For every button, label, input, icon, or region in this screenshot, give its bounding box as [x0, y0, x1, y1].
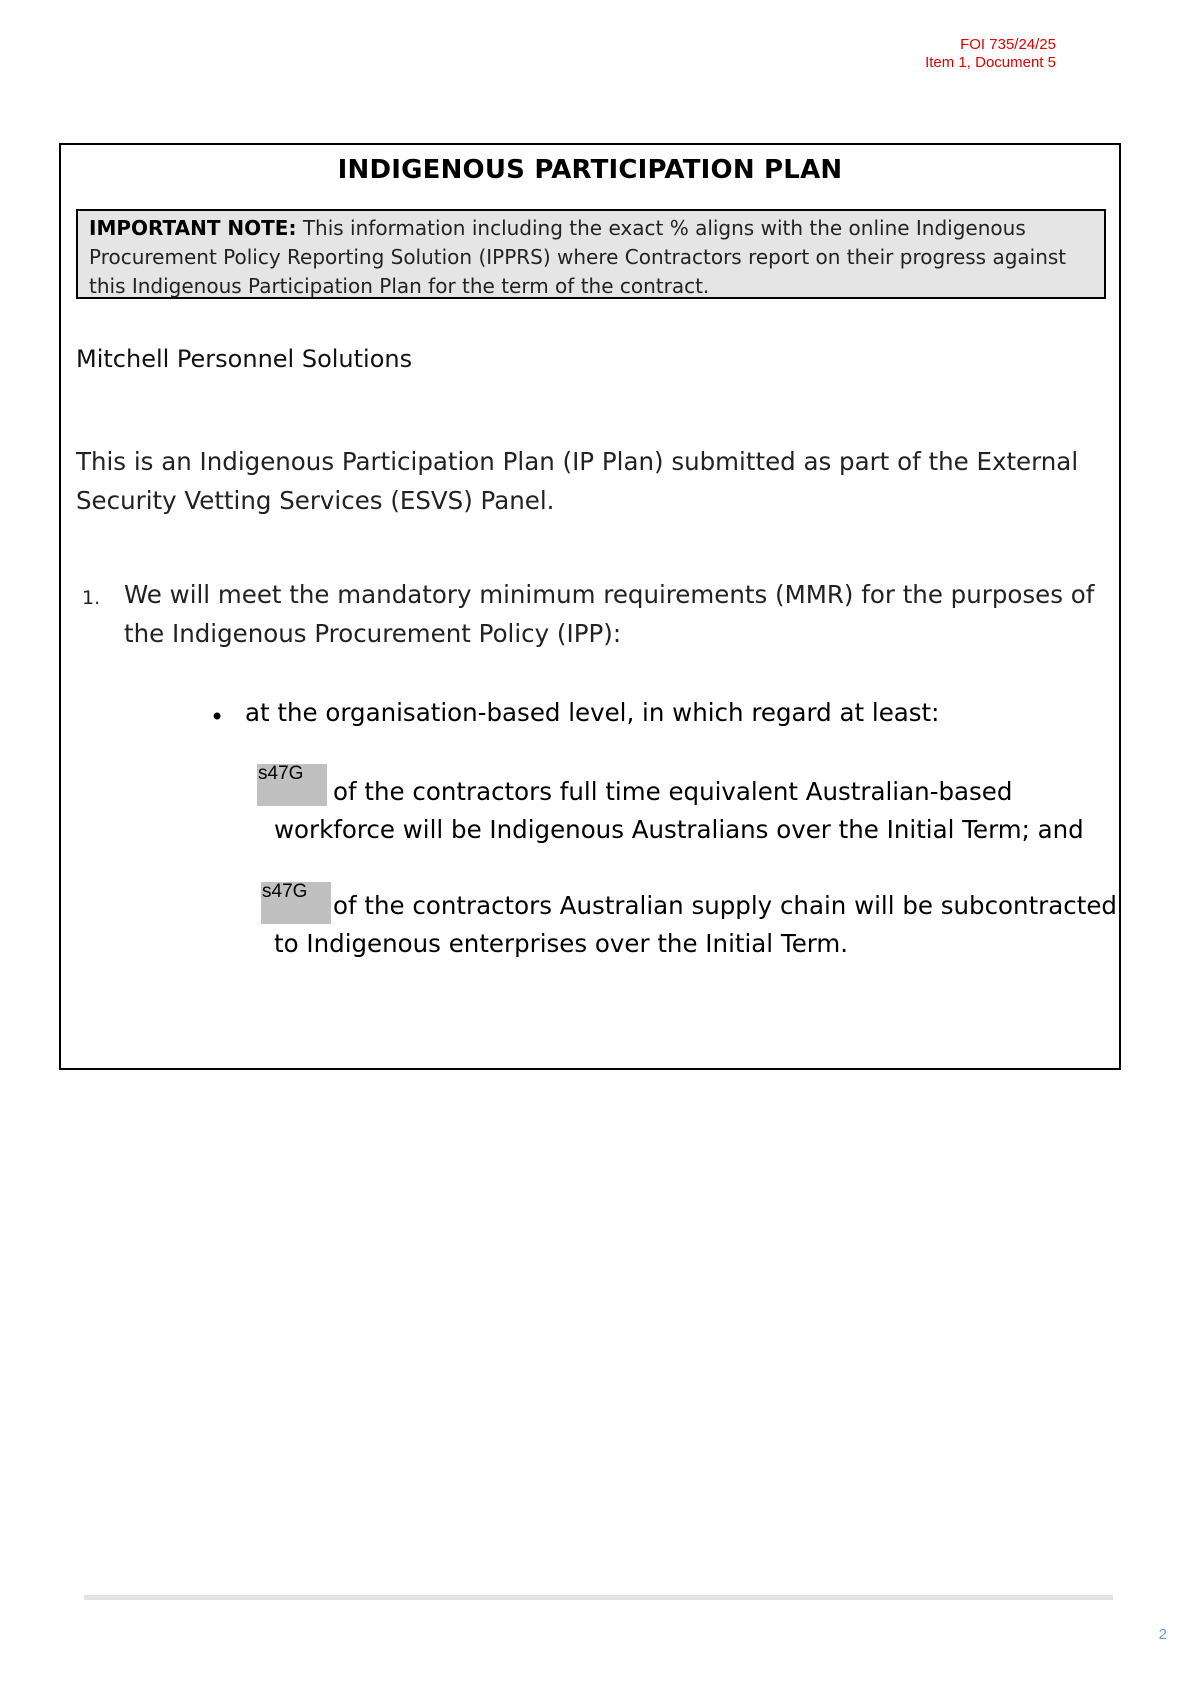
foi-number: FOI 735/24/25: [960, 36, 1056, 53]
sub-item-workforce: of the contractors full time equivalent Australian-based workforce will be Indigenous Australians over the Initial Term; and: [274, 777, 1084, 844]
company-name: Mitchell Personnel Solutions: [76, 345, 413, 373]
item-reference: Item 1, Document 5: [925, 54, 1056, 71]
redaction-box: s47G: [257, 764, 327, 806]
intro-paragraph: This is an Indigenous Participation Plan (IP Plan) submitted as part of the External Security Vetting Services (ESVS) Panel.: [76, 447, 1079, 515]
note-text: This information including the exact % aligns with the online Indigenous Procurement Policy Reporting Solution (IPPRS) where Contractors report on their progress against this Indigenous Participation Plan for the term of the contract.: [89, 216, 1067, 298]
sub-item-supply-chain: of the contractors Australian supply chain will be subcontracted to Indigenous enterprises over the Initial Term.: [274, 891, 1117, 958]
plan-frame: [59, 143, 1121, 1070]
note-label: IMPORTANT NOTE:: [89, 216, 297, 240]
bullet-icon: •: [210, 703, 225, 731]
redaction-box: s47G: [261, 882, 331, 924]
footer-divider: [84, 1595, 1113, 1600]
bullet-text: at the organisation-based level, in which regard at least:: [245, 698, 940, 727]
important-note-box: [76, 209, 1106, 299]
document-title: INDIGENOUS PARTICIPATION PLAN: [337, 155, 843, 185]
page-number: 2: [1158, 1626, 1167, 1643]
list-number: 1.: [82, 587, 101, 609]
foi-reference: [925, 36, 1056, 72]
list-item-text: We will meet the mandatory minimum requirements (MMR) for the purposes of the Indigenous Procurement Policy (IPP):: [124, 580, 1095, 648]
